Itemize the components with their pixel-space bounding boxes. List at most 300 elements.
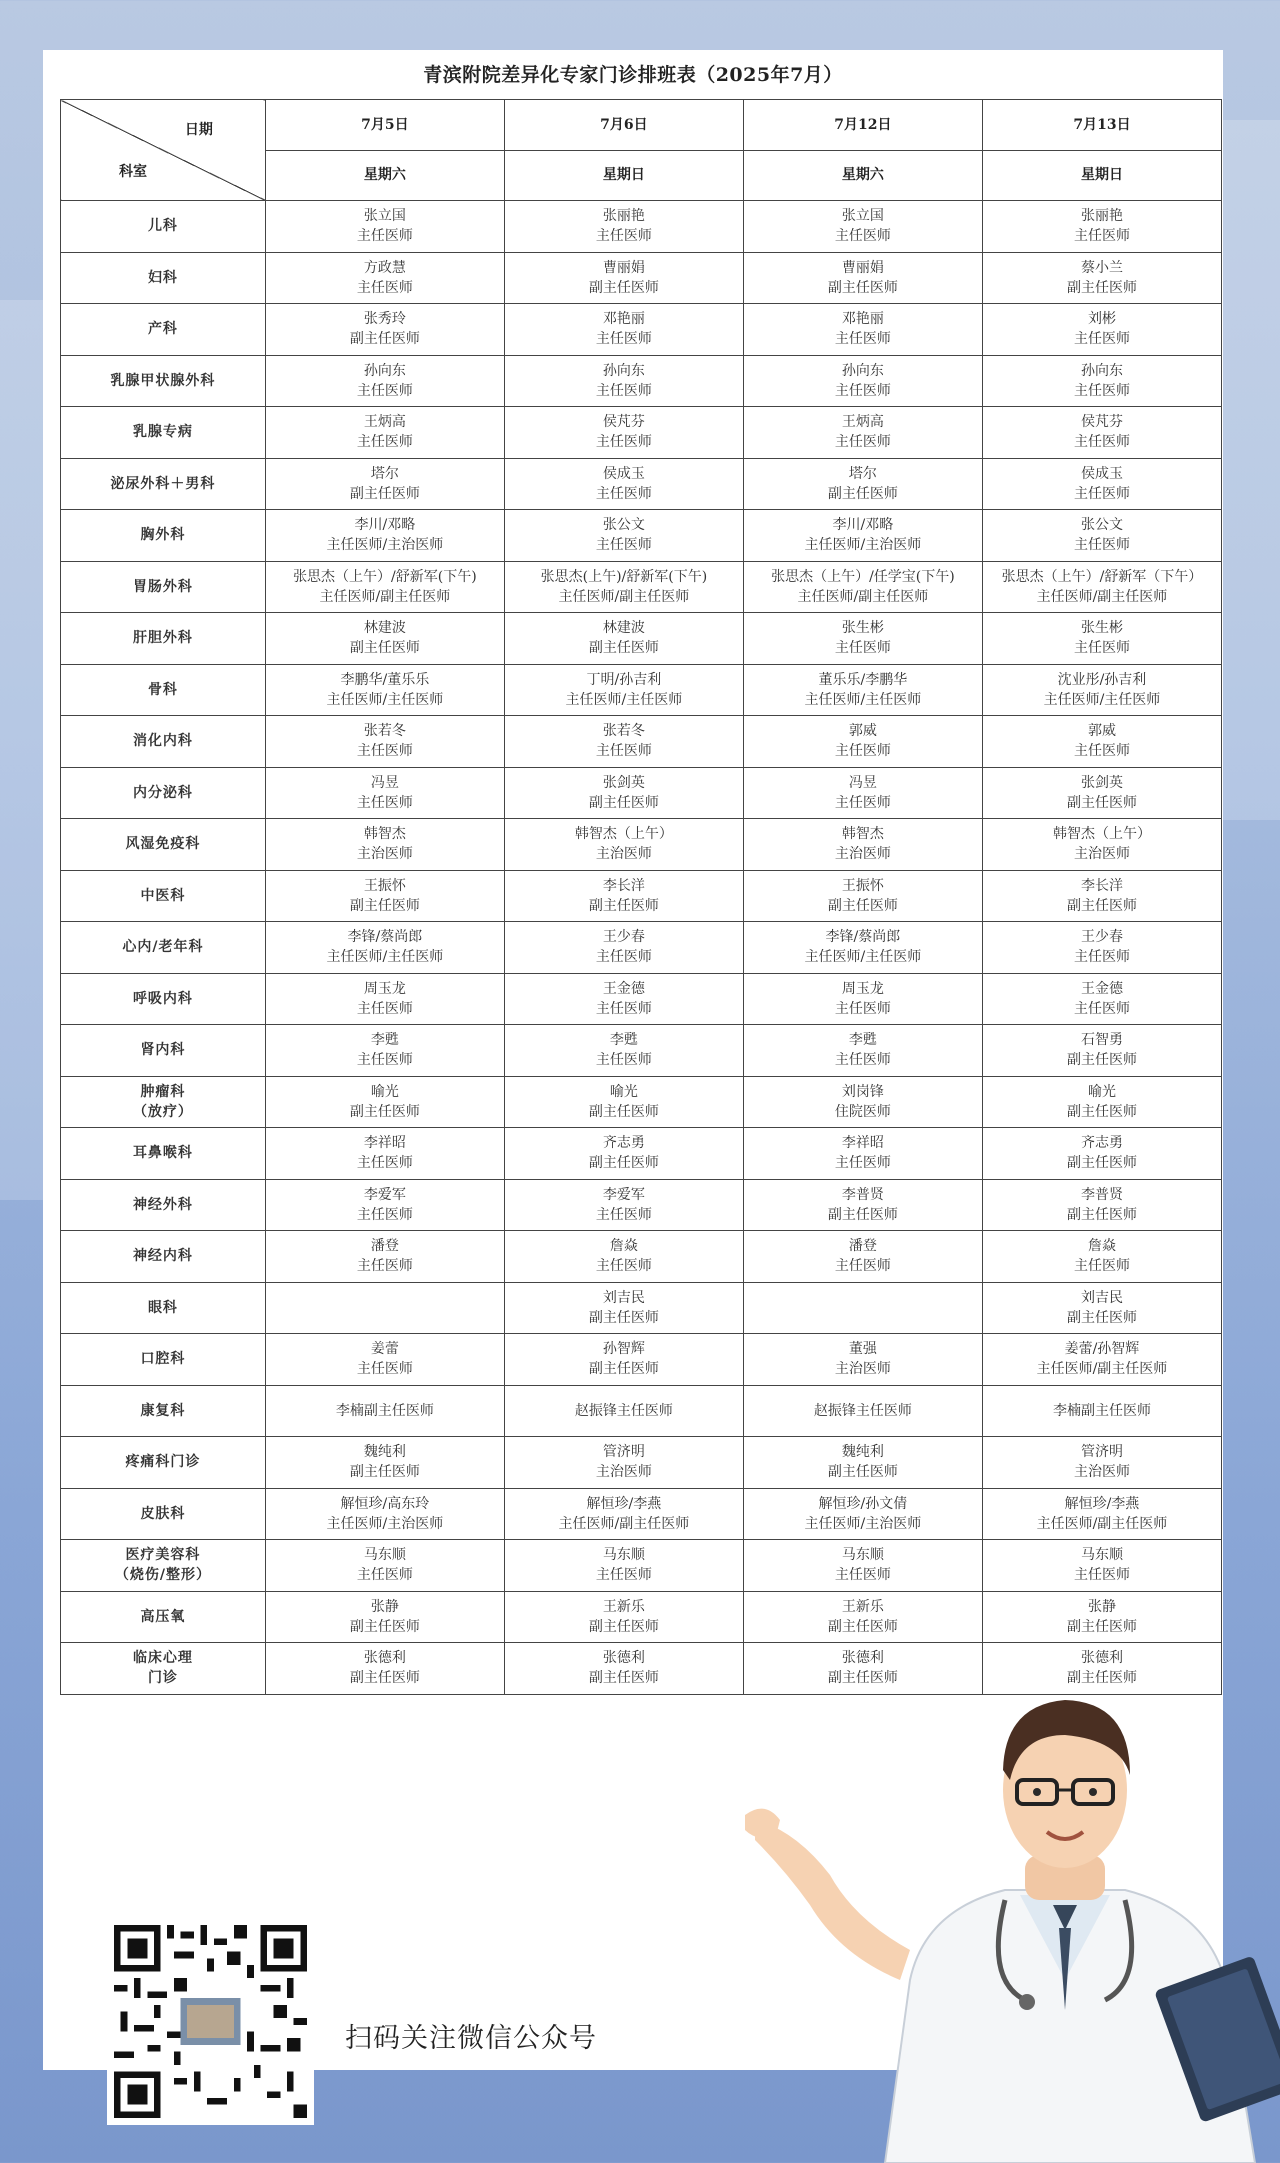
doctor-title: 主任医师 xyxy=(356,382,413,399)
doctor-title: 主任医师/主治医师 xyxy=(804,537,922,554)
doctor-name: 姜蕾 xyxy=(370,1341,399,1358)
schedule-cell xyxy=(504,561,743,613)
schedule-cell xyxy=(265,767,504,819)
doctor-name: 马东顺 xyxy=(602,1547,645,1564)
schedule-cell xyxy=(743,1076,982,1128)
doctor-name: 赵振锋主任医师 xyxy=(813,1402,912,1419)
doctor-name: 李普贤 xyxy=(841,1186,884,1203)
schedule-cell xyxy=(265,664,504,716)
doctor-title: 主治医师 xyxy=(595,1464,652,1481)
doctor-title: 副主任医师 xyxy=(1066,897,1137,914)
doctor-title: 副主任医师 xyxy=(349,897,420,914)
doctor-title: 副主任医师 xyxy=(349,485,420,502)
department-label: 心内/老年科 xyxy=(122,939,204,956)
doctor-name: 林建波 xyxy=(602,620,645,637)
doctor-title: 主治医师 xyxy=(834,846,891,863)
doctor-title: 副主任医师 xyxy=(1066,1309,1137,1326)
doctor-name: 马东顺 xyxy=(1080,1547,1123,1564)
doctor-title: 副主任医师 xyxy=(349,1103,420,1120)
department-label: 消化内科 xyxy=(132,733,193,750)
department-cell xyxy=(61,1128,266,1180)
department-label: 临床心理 xyxy=(132,1650,193,1667)
doctor-title: 主任医师/主治医师 xyxy=(326,1515,444,1532)
department-label: 肝胆外科 xyxy=(132,630,193,647)
table-row xyxy=(61,870,1222,922)
doctor-name: 邓艳丽 xyxy=(841,311,884,328)
doctor-title: 主任医师 xyxy=(834,382,891,399)
doctor-title: 主任医师 xyxy=(595,1206,652,1223)
table-row xyxy=(61,1488,1222,1540)
schedule-cell xyxy=(982,1282,1221,1334)
schedule-cell xyxy=(982,1591,1221,1643)
schedule-cell xyxy=(504,716,743,768)
doctor-name: 张剑英 xyxy=(602,774,645,791)
doctor-title: 副主任医师 xyxy=(1066,1052,1137,1069)
doctor-name: 解恒珍/高东玲 xyxy=(340,1495,430,1512)
schedule-cell xyxy=(265,1591,504,1643)
department-cell xyxy=(61,613,266,665)
department-cell xyxy=(61,1179,266,1231)
doctor-title: 副主任医师 xyxy=(1066,1155,1137,1172)
doctor-name: 孙智辉 xyxy=(602,1341,645,1358)
doctor-name: 张思杰（上午）/舒新军(下午) xyxy=(293,568,477,585)
schedule-cell xyxy=(265,1179,504,1231)
doctor-title: 副主任医师 xyxy=(1066,794,1137,811)
department-label: 疼痛科门诊 xyxy=(125,1454,201,1471)
doctor-title: 主任医师/主任医师 xyxy=(326,949,444,966)
doctor-name: 张若冬 xyxy=(363,723,406,740)
schedule-cell xyxy=(504,1179,743,1231)
doctor-name: 李爱军 xyxy=(363,1186,406,1203)
schedule-cell xyxy=(504,664,743,716)
doctor-name: 李锋/蔡尚郎 xyxy=(347,929,423,946)
doctor-title: 副主任医师 xyxy=(827,1206,898,1223)
doctor-title: 主任医师/副主任医师 xyxy=(1036,588,1168,605)
department-label: 骨科 xyxy=(147,681,178,698)
doctor-name: 潘登 xyxy=(370,1238,399,1255)
doctor-title: 主任医师 xyxy=(834,331,891,348)
department-label: 皮肤科 xyxy=(140,1505,186,1522)
doctor-name: 孙向东 xyxy=(841,362,884,379)
schedule-cell xyxy=(504,510,743,562)
doctor-name: 张公文 xyxy=(602,517,645,534)
table-row xyxy=(61,1591,1222,1643)
schedule-cell xyxy=(504,1128,743,1180)
schedule-cell xyxy=(265,1334,504,1386)
doctor-title: 主任医师/主任医师 xyxy=(1043,691,1161,708)
schedule-cell xyxy=(265,1385,504,1437)
doctor-title: 副主任医师 xyxy=(1066,1618,1137,1635)
schedule-body xyxy=(61,100,1222,1695)
doctor-title: 主治医师 xyxy=(356,846,413,863)
doctor-title: 副主任医师 xyxy=(827,485,898,502)
schedule-cell xyxy=(504,767,743,819)
doctor-title: 主任医师 xyxy=(834,794,891,811)
schedule-cell xyxy=(504,1231,743,1283)
doctor-name: 喻光 xyxy=(1087,1083,1116,1100)
schedule-table xyxy=(60,99,1222,1695)
doctor-title: 主任医师 xyxy=(356,1567,413,1584)
schedule-cell xyxy=(982,1540,1221,1592)
doctor-name: 韩智杰 xyxy=(841,826,884,843)
doctor-title: 主任医师 xyxy=(356,1000,413,1017)
doctor-title: 副主任医师 xyxy=(827,1618,898,1635)
schedule-cell xyxy=(743,407,982,459)
department-label: 口腔科 xyxy=(140,1351,186,1368)
doctor-title: 主任医师 xyxy=(356,1361,413,1378)
schedule-cell xyxy=(743,201,982,253)
schedule-cell xyxy=(265,613,504,665)
table-row xyxy=(61,1128,1222,1180)
qr-caption: 扫码关注微信公众号 xyxy=(345,2023,597,2054)
table-row xyxy=(61,1025,1222,1077)
schedule-cell xyxy=(982,819,1221,871)
doctor-name: 孙向东 xyxy=(1080,362,1123,379)
doctor-name: 韩智杰 xyxy=(363,826,406,843)
schedule-cell xyxy=(265,1231,504,1283)
doctor-name: 王少春 xyxy=(602,929,645,946)
schedule-cell xyxy=(982,1179,1221,1231)
weekday-header: 星期日 xyxy=(504,150,743,201)
doctor-name: 刘吉民 xyxy=(1080,1289,1123,1306)
department-label: 高压氧 xyxy=(140,1608,186,1625)
doctor-title: 主任医师 xyxy=(1073,1000,1130,1017)
schedule-cell xyxy=(265,819,504,871)
doctor-name: 赵振锋主任医师 xyxy=(574,1402,673,1419)
doctor-name: 蔡小兰 xyxy=(1080,259,1123,276)
department-label: 乳腺专病 xyxy=(132,424,193,441)
doctor-name: 侯成玉 xyxy=(602,465,645,482)
doctor-title: 主任医师 xyxy=(834,1155,891,1172)
doctor-name: 王振怀 xyxy=(363,877,406,894)
doctor-name: 丁明/孙吉利 xyxy=(586,671,662,688)
doctor-title: 主任医师 xyxy=(834,434,891,451)
department-cell xyxy=(61,922,266,974)
department-cell xyxy=(61,304,266,356)
doctor-name: 李祥昭 xyxy=(363,1135,406,1152)
schedule-cell xyxy=(743,304,982,356)
doctor-name: 曹丽娟 xyxy=(841,259,884,276)
doctor-name: 王少春 xyxy=(1080,929,1123,946)
doctor-title: 主任医师 xyxy=(595,434,652,451)
schedule-cell xyxy=(504,1643,743,1695)
schedule-cell xyxy=(982,252,1221,304)
schedule-cell xyxy=(504,201,743,253)
schedule-cell xyxy=(265,201,504,253)
doctor-name: 张静 xyxy=(1087,1598,1116,1615)
doctor-title: 主任医师 xyxy=(595,382,652,399)
doctor-name: 韩智杰（上午） xyxy=(1052,826,1151,843)
department-label: 儿科 xyxy=(147,218,178,235)
doctor-name: 解恒珍/孙文倩 xyxy=(818,1495,908,1512)
doctor-name: 塔尔 xyxy=(848,465,877,482)
doctor-name: 周玉龙 xyxy=(363,980,406,997)
doctor-name: 韩智杰（上午） xyxy=(574,826,673,843)
doctor-name: 刘吉民 xyxy=(602,1289,645,1306)
doctor-title: 副主任医师 xyxy=(588,279,659,296)
department-cell xyxy=(61,1385,266,1437)
doctor-title: 主治医师 xyxy=(834,1361,891,1378)
schedule-cell xyxy=(982,1334,1221,1386)
doctor-title: 副主任医师 xyxy=(588,1361,659,1378)
doctor-title: 副主任医师 xyxy=(588,1618,659,1635)
schedule-cell xyxy=(982,716,1221,768)
department-cell xyxy=(61,1643,266,1695)
doctor-name: 詹焱 xyxy=(1087,1238,1116,1255)
schedule-cell xyxy=(982,1076,1221,1128)
doctor-name: 马东顺 xyxy=(841,1547,884,1564)
schedule-cell xyxy=(982,510,1221,562)
schedule-cell xyxy=(982,973,1221,1025)
doctor-title: 主任医师/主任医师 xyxy=(326,691,444,708)
table-row xyxy=(61,407,1222,459)
doctor-name: 王新乐 xyxy=(841,1598,884,1615)
doctor-title: 副主任医师 xyxy=(588,640,659,657)
schedule-cell xyxy=(504,819,743,871)
table-row xyxy=(61,716,1222,768)
schedule-cell xyxy=(265,510,504,562)
table-row xyxy=(61,561,1222,613)
department-label: （放疗） xyxy=(132,1103,193,1120)
corner-dept-label: 科室 xyxy=(119,164,147,180)
doctor-title: 主任医师 xyxy=(595,1000,652,1017)
doctor-title: 主任医师 xyxy=(834,640,891,657)
doctor-name: 张若冬 xyxy=(602,723,645,740)
schedule-cell xyxy=(743,1231,982,1283)
schedule-cell xyxy=(743,613,982,665)
doctor-title: 主任医师 xyxy=(595,537,652,554)
doctor-title: 主任医师 xyxy=(595,1567,652,1584)
doctor-title: 副主任医师 xyxy=(349,331,420,348)
table-row xyxy=(61,1231,1222,1283)
schedule-cell xyxy=(504,1025,743,1077)
weekday-header: 星期六 xyxy=(743,150,982,201)
department-label: 胸外科 xyxy=(140,527,186,544)
department-cell xyxy=(61,355,266,407)
schedule-cell xyxy=(504,355,743,407)
date-header: 7月6日 xyxy=(504,100,743,151)
doctor-title: 主任医师 xyxy=(1073,640,1130,657)
doctor-title: 副主任医师 xyxy=(1066,1103,1137,1120)
doctor-title: 主任医师 xyxy=(1073,434,1130,451)
schedule-cell xyxy=(982,1231,1221,1283)
schedule-cell xyxy=(743,458,982,510)
schedule-cell xyxy=(265,1025,504,1077)
doctor-name: 张立国 xyxy=(841,208,884,225)
schedule-cell xyxy=(743,1282,982,1334)
table-row xyxy=(61,355,1222,407)
doctor-name: 喻光 xyxy=(370,1083,399,1100)
department-cell xyxy=(61,1025,266,1077)
doctor-title: 主任医师 xyxy=(834,1567,891,1584)
schedule-cell xyxy=(982,304,1221,356)
schedule-cell xyxy=(265,1076,504,1128)
schedule-cell xyxy=(982,458,1221,510)
schedule-cell xyxy=(265,304,504,356)
schedule-cell xyxy=(265,1282,504,1334)
department-cell xyxy=(61,458,266,510)
schedule-cell xyxy=(982,1437,1221,1489)
department-cell xyxy=(61,819,266,871)
date-header: 7月13日 xyxy=(982,100,1221,151)
doctor-name: 邓艳丽 xyxy=(602,311,645,328)
doctor-title: 副主任医师 xyxy=(827,1670,898,1687)
doctor-title: 主任医师/副主任医师 xyxy=(558,1515,690,1532)
schedule-cell xyxy=(743,252,982,304)
schedule-cell xyxy=(504,458,743,510)
doctor-name: 齐志勇 xyxy=(1080,1135,1123,1152)
doctor-title: 主任医师 xyxy=(356,228,413,245)
schedule-cell xyxy=(743,1385,982,1437)
doctor-title: 主任医师 xyxy=(834,1258,891,1275)
doctor-name: 张德利 xyxy=(841,1650,884,1667)
doctor-title: 主任医师 xyxy=(595,1258,652,1275)
department-cell xyxy=(61,252,266,304)
table-row xyxy=(61,664,1222,716)
doctor-name: 李普贤 xyxy=(1080,1186,1123,1203)
department-label: 神经外科 xyxy=(132,1196,193,1213)
department-cell xyxy=(61,407,266,459)
doctor-name: 张生彬 xyxy=(1080,620,1123,637)
schedule-cell xyxy=(743,1025,982,1077)
schedule-cell xyxy=(982,922,1221,974)
department-label: 康复科 xyxy=(140,1402,186,1419)
schedule-cell xyxy=(504,973,743,1025)
department-cell xyxy=(61,716,266,768)
doctor-name: 侯芃芬 xyxy=(602,414,645,431)
schedule-cell xyxy=(265,561,504,613)
doctor-name: 冯昱 xyxy=(370,774,399,791)
schedule-cell xyxy=(265,716,504,768)
doctor-name: 王金德 xyxy=(1080,980,1123,997)
doctor-name: 张思杰(上午)/舒新军(下午) xyxy=(540,568,708,585)
doctor-title: 主任医师 xyxy=(834,228,891,245)
schedule-cell xyxy=(743,767,982,819)
table-row xyxy=(61,1540,1222,1592)
doctor-name: 张思杰（上午）/任学宝(下午) xyxy=(771,568,955,585)
department-label: 肾内科 xyxy=(140,1042,186,1059)
schedule-cell xyxy=(743,1437,982,1489)
schedule-cell xyxy=(265,252,504,304)
department-cell xyxy=(61,1591,266,1643)
doctor-name: 冯昱 xyxy=(848,774,877,791)
doctor-title: 副主任医师 xyxy=(827,1464,898,1481)
schedule-cell xyxy=(743,922,982,974)
doctor-name: 李长洋 xyxy=(1080,877,1123,894)
schedule-cell xyxy=(982,664,1221,716)
table-row xyxy=(61,973,1222,1025)
doctor-title: 主任医师 xyxy=(1073,537,1130,554)
schedule-cell xyxy=(265,922,504,974)
department-label: 眼科 xyxy=(147,1299,178,1316)
schedule-cell xyxy=(743,510,982,562)
schedule-cell xyxy=(504,252,743,304)
doctor-title: 副主任医师 xyxy=(827,897,898,914)
doctor-title: 主任医师 xyxy=(356,1206,413,1223)
doctor-name: 张丽艳 xyxy=(602,208,645,225)
department-label: 肿瘤科 xyxy=(140,1083,186,1100)
doctor-name: 石智勇 xyxy=(1080,1032,1123,1049)
schedule-cell xyxy=(265,973,504,1025)
page-title: 青滨附院差异化专家门诊排班表（2025年7月） xyxy=(423,64,843,86)
weekday-header: 星期日 xyxy=(982,150,1221,201)
schedule-cell xyxy=(743,1488,982,1540)
table-row xyxy=(61,922,1222,974)
doctor-name: 张思杰（上午）/舒新军（下午） xyxy=(1001,568,1203,585)
table-row xyxy=(61,1282,1222,1334)
doctor-name: 张秀玲 xyxy=(363,311,406,328)
table-row xyxy=(61,201,1222,253)
schedule-cell xyxy=(743,870,982,922)
department-label: 产科 xyxy=(147,321,178,338)
doctor-title: 副主任医师 xyxy=(588,897,659,914)
doctor-name: 管济明 xyxy=(602,1444,645,1461)
doctor-name: 李甦 xyxy=(370,1032,399,1049)
doctor-name: 刘彬 xyxy=(1087,311,1116,328)
department-cell xyxy=(61,561,266,613)
doctor-name: 齐志勇 xyxy=(602,1135,645,1152)
table-row xyxy=(61,1437,1222,1489)
doctor-name: 王金德 xyxy=(602,980,645,997)
schedule-cell xyxy=(265,407,504,459)
doctor-name: 姜蕾/孙智辉 xyxy=(1064,1341,1140,1358)
table-row xyxy=(61,304,1222,356)
department-label: 内分泌科 xyxy=(132,784,193,801)
doctor-name: 李甦 xyxy=(848,1032,877,1049)
doctor-title: 主任医师 xyxy=(595,485,652,502)
department-label: 中医科 xyxy=(140,887,186,904)
department-label: 泌尿外科＋男科 xyxy=(110,475,216,492)
doctor-title: 副主任医师 xyxy=(349,1618,420,1635)
table-row xyxy=(61,767,1222,819)
schedule-cell xyxy=(265,458,504,510)
schedule-cell xyxy=(265,870,504,922)
qr-code[interactable] xyxy=(107,1918,314,2125)
doctor-title: 主任医师 xyxy=(356,434,413,451)
doctor-title: 主任医师 xyxy=(356,794,413,811)
doctor-name: 董乐乐/李鹏华 xyxy=(818,671,908,688)
department-label: 妇科 xyxy=(147,269,178,286)
doctor-name: 喻光 xyxy=(609,1083,638,1100)
doctor-name: 周玉龙 xyxy=(841,980,884,997)
doctor-name: 侯芃芬 xyxy=(1080,414,1123,431)
doctor-title: 主治医师 xyxy=(595,846,652,863)
department-label: 风湿免疫科 xyxy=(125,836,201,853)
schedule-cell xyxy=(743,973,982,1025)
schedule-cell xyxy=(504,1591,743,1643)
doctor-illustration xyxy=(735,1680,1280,2163)
doctor-title: 主任医师/副主任医师 xyxy=(797,588,929,605)
doctor-name: 塔尔 xyxy=(370,465,399,482)
doctor-title: 主任医师 xyxy=(834,1052,891,1069)
qr-code-icon xyxy=(114,1925,307,2118)
schedule-cell xyxy=(265,1488,504,1540)
doctor-name: 孙向东 xyxy=(363,362,406,379)
schedule-cell xyxy=(743,561,982,613)
schedule-cell xyxy=(982,355,1221,407)
doctor-name: 张德利 xyxy=(602,1650,645,1667)
schedule-cell xyxy=(982,870,1221,922)
doctor-name: 魏纯利 xyxy=(841,1444,884,1461)
doctor-title: 副主任医师 xyxy=(349,640,420,657)
doctor-name: 侯成玉 xyxy=(1080,465,1123,482)
doctor-name: 李鹏华/董乐乐 xyxy=(340,671,430,688)
department-label: 呼吸内科 xyxy=(132,990,193,1007)
table-row xyxy=(61,252,1222,304)
schedule-cell xyxy=(743,664,982,716)
schedule-cell xyxy=(743,1179,982,1231)
doctor-name: 方政慧 xyxy=(363,259,406,276)
